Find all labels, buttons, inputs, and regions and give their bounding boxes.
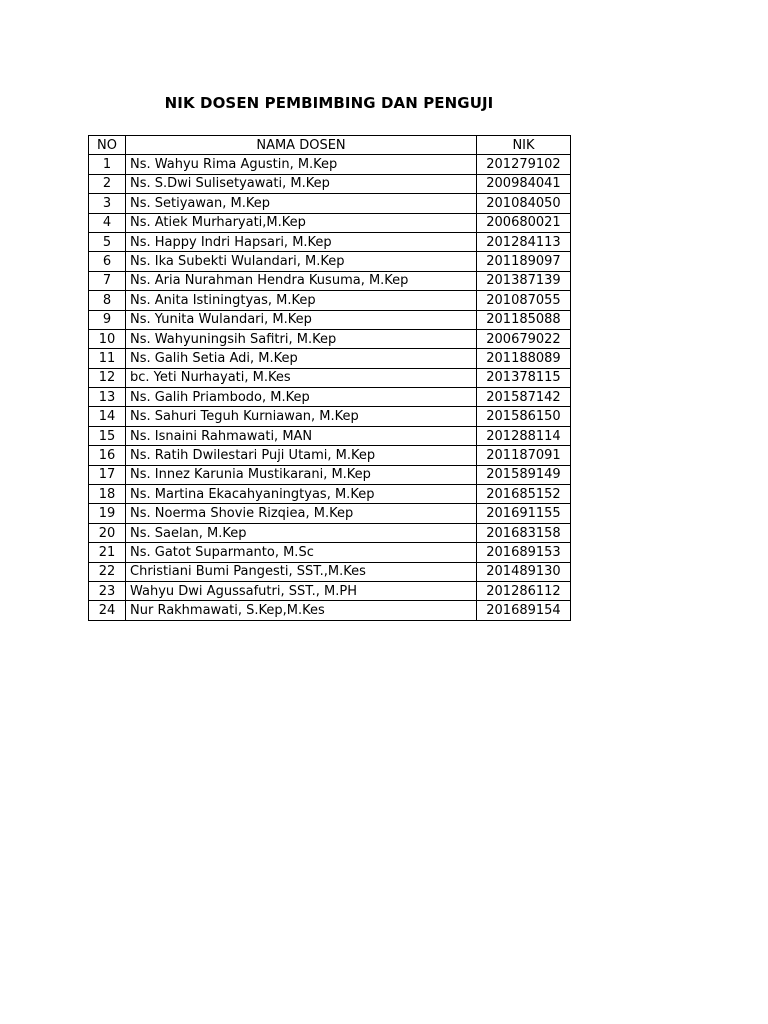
table-row <box>89 465 571 484</box>
table-row <box>89 485 571 504</box>
table-row <box>89 523 571 542</box>
lecturer-name: Ns. Ika Subekti Wulandari, M.Kep <box>126 252 477 271</box>
table-body <box>89 155 571 620</box>
lecturer-name: Ns. Sahuri Teguh Kurniawan, M.Kep <box>126 407 477 426</box>
lecturer-name: Wahyu Dwi Agussafutri, SST., M.PH <box>126 581 477 600</box>
table-row <box>89 388 571 407</box>
lecturer-nik: 200680021 <box>477 213 571 232</box>
lecturer-table <box>88 135 571 621</box>
lecturer-name: Ns. Saelan, M.Kep <box>126 523 477 542</box>
lecturer-name: Ns. Noerma Shovie Rizqiea, M.Kep <box>126 504 477 523</box>
lecturer-name: Ns. Anita Istiningtyas, M.Kep <box>126 291 477 310</box>
row-number: 17 <box>89 465 126 484</box>
row-number: 18 <box>89 485 126 504</box>
header-nik: NIK <box>477 136 571 155</box>
lecturer-nik: 201586150 <box>477 407 571 426</box>
header-row <box>89 136 571 155</box>
table-header <box>89 136 571 155</box>
lecturer-name: Ns. Yunita Wulandari, M.Kep <box>126 310 477 329</box>
lecturer-nik: 200679022 <box>477 329 571 348</box>
row-number: 6 <box>89 252 126 271</box>
lecturer-nik: 201284113 <box>477 232 571 251</box>
row-number: 8 <box>89 291 126 310</box>
row-number: 21 <box>89 543 126 562</box>
row-number: 24 <box>89 601 126 620</box>
table-row <box>89 601 571 620</box>
row-number: 13 <box>89 388 126 407</box>
lecturer-nik: 201189097 <box>477 252 571 271</box>
table-row <box>89 155 571 174</box>
lecturer-name: Ns. Happy Indri Hapsari, M.Kep <box>126 232 477 251</box>
table-row <box>89 271 571 290</box>
table-row <box>89 581 571 600</box>
table-row <box>89 426 571 445</box>
table-row <box>89 329 571 348</box>
lecturer-nik: 201689153 <box>477 543 571 562</box>
table-row <box>89 562 571 581</box>
table-row <box>89 368 571 387</box>
table-row <box>89 543 571 562</box>
row-number: 3 <box>89 194 126 213</box>
lecturer-name: Nur Rakhmawati, S.Kep,M.Kes <box>126 601 477 620</box>
table-row <box>89 407 571 426</box>
lecturer-nik: 201589149 <box>477 465 571 484</box>
lecturer-nik: 201286112 <box>477 581 571 600</box>
lecturer-name: Ns. Galih Setia Adi, M.Kep <box>126 349 477 368</box>
row-number: 2 <box>89 174 126 193</box>
row-number: 15 <box>89 426 126 445</box>
lecturer-name: Ns. Wahyu Rima Agustin, M.Kep <box>126 155 477 174</box>
lecturer-name: Ns. Ratih Dwilestari Puji Utami, M.Kep <box>126 446 477 465</box>
row-number: 1 <box>89 155 126 174</box>
lecturer-name: bc. Yeti Nurhayati, M.Kes <box>126 368 477 387</box>
table-row <box>89 349 571 368</box>
lecturer-nik: 201087055 <box>477 291 571 310</box>
lecturer-name: Ns. Isnaini Rahmawati, MAN <box>126 426 477 445</box>
lecturer-name: Ns. Gatot Suparmanto, M.Sc <box>126 543 477 562</box>
row-number: 10 <box>89 329 126 348</box>
row-number: 20 <box>89 523 126 542</box>
header-name: NAMA DOSEN <box>126 136 477 155</box>
lecturer-name: Ns. Wahyuningsih Safitri, M.Kep <box>126 329 477 348</box>
lecturer-nik: 201689154 <box>477 601 571 620</box>
lecturer-name: Ns. S.Dwi Sulisetyawati, M.Kep <box>126 174 477 193</box>
lecturer-name: Ns. Aria Nurahman Hendra Kusuma, M.Kep <box>126 271 477 290</box>
table-row <box>89 252 571 271</box>
lecturer-nik: 200984041 <box>477 174 571 193</box>
lecturer-name: Ns. Martina Ekacahyaningtyas, M.Kep <box>126 485 477 504</box>
row-number: 9 <box>89 310 126 329</box>
lecturer-name: Ns. Setiyawan, M.Kep <box>126 194 477 213</box>
lecturer-nik: 201387139 <box>477 271 571 290</box>
table-row <box>89 310 571 329</box>
table-row <box>89 446 571 465</box>
lecturer-name: Ns. Galih Priambodo, M.Kep <box>126 388 477 407</box>
lecturer-nik: 201084050 <box>477 194 571 213</box>
lecturer-nik: 201587142 <box>477 388 571 407</box>
table-row <box>89 504 571 523</box>
lecturer-nik: 201185088 <box>477 310 571 329</box>
lecturer-nik: 201691155 <box>477 504 571 523</box>
table-row <box>89 174 571 193</box>
row-number: 23 <box>89 581 126 600</box>
row-number: 14 <box>89 407 126 426</box>
lecturer-name: Ns. Atiek Murharyati,M.Kep <box>126 213 477 232</box>
table-row <box>89 232 571 251</box>
lecturer-nik: 201279102 <box>477 155 571 174</box>
lecturer-nik: 201378115 <box>477 368 571 387</box>
lecturer-name: Christiani Bumi Pangesti, SST.,M.Kes <box>126 562 477 581</box>
row-number: 5 <box>89 232 126 251</box>
header-no: NO <box>89 136 126 155</box>
lecturer-nik: 201489130 <box>477 562 571 581</box>
table-row <box>89 291 571 310</box>
page-title: NIK DOSEN PEMBIMBING DAN PENGUJI <box>164 94 494 112</box>
row-number: 19 <box>89 504 126 523</box>
row-number: 11 <box>89 349 126 368</box>
lecturer-name: Ns. Innez Karunia Mustikarani, M.Kep <box>126 465 477 484</box>
row-number: 22 <box>89 562 126 581</box>
lecturer-nik: 201288114 <box>477 426 571 445</box>
row-number: 16 <box>89 446 126 465</box>
row-number: 4 <box>89 213 126 232</box>
lecturer-nik: 201685152 <box>477 485 571 504</box>
table-row <box>89 194 571 213</box>
row-number: 12 <box>89 368 126 387</box>
lecturer-nik: 201683158 <box>477 523 571 542</box>
table-row <box>89 213 571 232</box>
row-number: 7 <box>89 271 126 290</box>
lecturer-nik: 201188089 <box>477 349 571 368</box>
lecturer-nik: 201187091 <box>477 446 571 465</box>
